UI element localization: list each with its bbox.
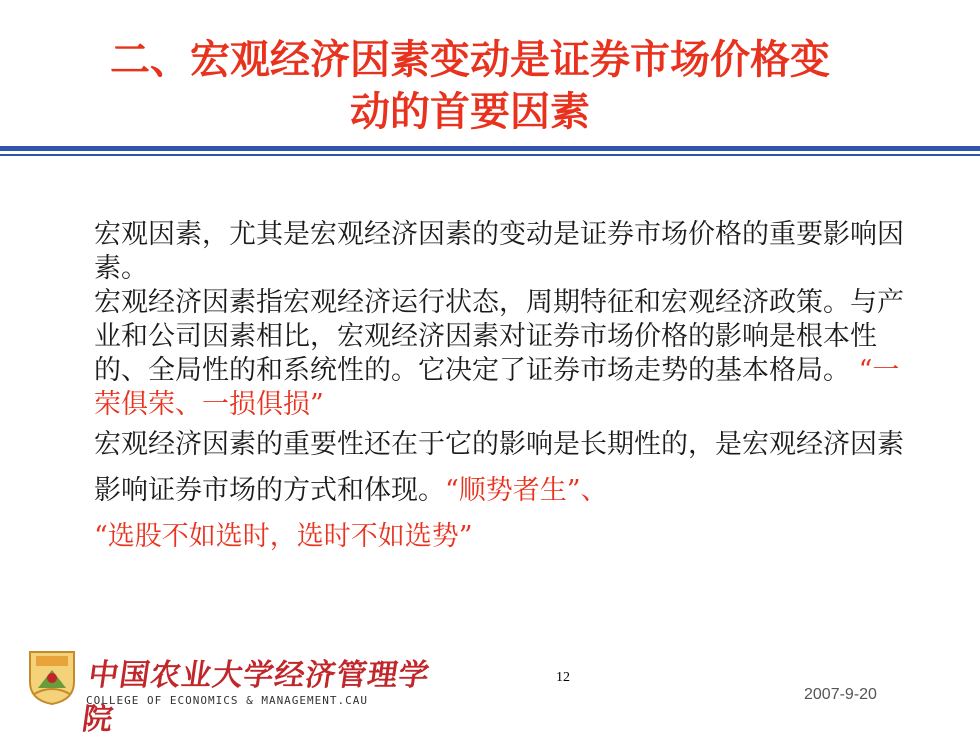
slide-date: 2007-9-20 [804,686,877,703]
paragraph-3 [94,422,914,560]
paragraph-2-text: 宏观经济因素指宏观经济运行状态，周期特征和宏观经济政策。与产业和公司因素相比，宏观经济因素对证券市场价格的影响是根本性的、全局性的和系统性的。它决定了证券市场走势的基本格局。 [94,287,904,386]
college-name-english: COLLEGE OF ECONOMICS & MANAGEMENT.CAU [86,694,369,707]
paragraph-1 [94,218,914,286]
title-divider-thick [0,146,980,151]
paragraph-2-quote: “一荣俱荣、一损俱损” [94,355,900,420]
title-divider-thin [0,154,980,156]
college-logo [26,644,446,737]
page-number: 12 [556,670,570,685]
college-seal-icon [26,648,78,706]
slide-title-line2: 动的首要因素 [350,88,590,135]
slide-title [40,34,900,138]
paragraph-1-text: 宏观因素，尤其是宏观经济因素的变动是证券市场价格的重要影响因素。 [94,219,904,284]
paragraph-2 [94,286,914,422]
slide-title-line1: 二、宏观经济因素变动是证券市场价格变 [110,36,830,83]
slide-body [94,218,914,560]
paragraph-3-text: 宏观经济因素的重要性还在于它的影响是长期性的，是宏观经济因素影响证券市场的方式和体现。 [94,429,904,506]
college-name-chinese: 中国农业大学经济管理学院 [79,658,433,737]
paragraph-3-quote-1: “顺势者生”、 [445,475,608,506]
paragraph-3-quote-2: “选股不如选时，选时不如选势” [94,521,473,552]
